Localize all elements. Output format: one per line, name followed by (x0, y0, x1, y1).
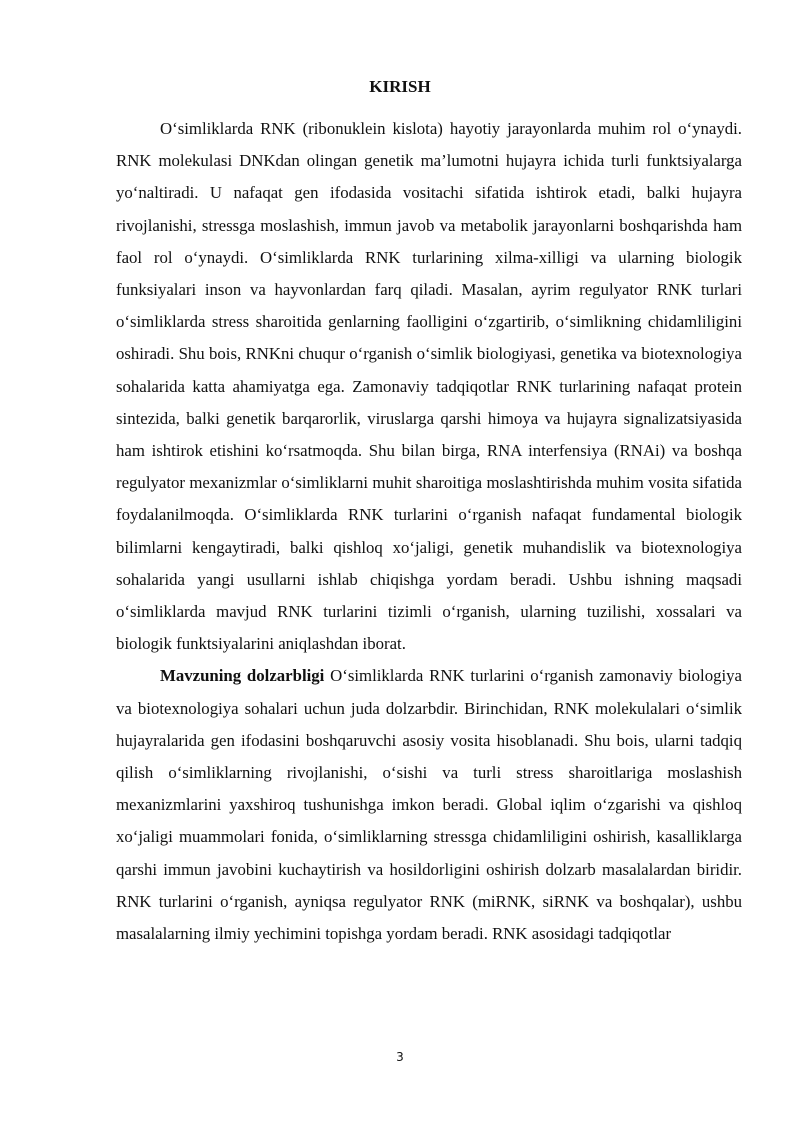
document-body (116, 113, 742, 950)
relevance-heading: Mavzuning dolzarbligi (160, 666, 325, 686)
page-title: KIRISH (369, 77, 431, 96)
intro-paragraph: O‘simliklarda RNK (ribonuklein kislota) hayotiy jarayonlarda muhim rol o‘ynaydi. RNK molekulasi DNKdan olingan genetik ma’lumotni hujayra ichida turli funktsiyalarga yo‘naltiradi. U nafaqat gen ifodasida vositachi sifatida ishtirok etadi, balki hujayra rivojlanishi, stressga moslashish, immun javob va metabolik jarayonlarni boshqarishda ham faol rol o‘ynaydi. O‘simliklarda RNK turlarining xilma-xilligi va ularning biologik funksiyalari inson va hayvonlardan farq qiladi. Masalan, ayrim regulyator RNK turlari o‘simliklarda stress sharoitida genlarning faolligini o‘zgartirib, o‘simlikning chidamliligini oshiradi. Shu bois, RNKni chuqur o‘rganish o‘simlik biologiyasi, genetika va biotexnologiya sohalarida katta ahamiyatga ega. Zamonaviy tadqiqotlar RNK turlarining nafaqat protein sintezida, balki genetik barqarorlik, viruslarga qarshi himoya va hujayra signalizatsiyasida ham ishtirok etishini ko‘rsatmoqda. Shu bilan birga, RNA interfensiya (RNAi) va boshqa regulyator mexanizmlar o‘simliklarni muhit sharoitiga moslashtirishda muhim vosita sifatida foydalanilmoqda. O‘simliklarda RNK turlarini o‘rganish nafaqat fundamental biologik bilimlarni kengaytiradi, balki qishloq xo‘jaligi, genetik muhandislik va biotexnologiya sohalarida yangi usullarni ishlab chiqishga yordam beradi. Ushbu ishning maqsadi o‘simliklarda mavjud RNK turlarini tizimli o‘rganish, ularning tuzilishi, xossalari va biologik funktsiyalarini aniqlashdan iborat. (116, 119, 742, 654)
relevance-text: O‘simliklarda RNK turlarini o‘rganish zamonaviy biologiya va biotexnologiya sohalari uchun juda dolzarbdir. Birinchidan, RNK molekulalari o‘simlik hujayralarida gen ifodasini boshqaruvchi asosiy vosita hisoblanadi. Shu bois, ularni tadqiq qilish o‘simliklarning rivojlanishi, o‘sishi va turli stress sharoitlariga moslashish mexanizmlarini yaxshiroq tushunishga imkon beradi. Global iqlim o‘zgarishi va qishloq xo‘jaligi muammolari fonida, o‘simliklarning stressga chidamliligini oshirish, kasalliklarga qarshi immun javobini kuchaytirish va hosildorligini oshirish dolzarb masalalardan biridir. RNK turlarini o‘rganish, ayniqsa regulyator RNK (miRNK, siRNK va boshqalar), ushbu masalalarning ilmiy yechimini topishga yordam beradi. RNK asosidagi tadqiqotlar (116, 666, 743, 944)
page-number: 3 (396, 1050, 404, 1064)
relevance-paragraph (116, 660, 742, 950)
